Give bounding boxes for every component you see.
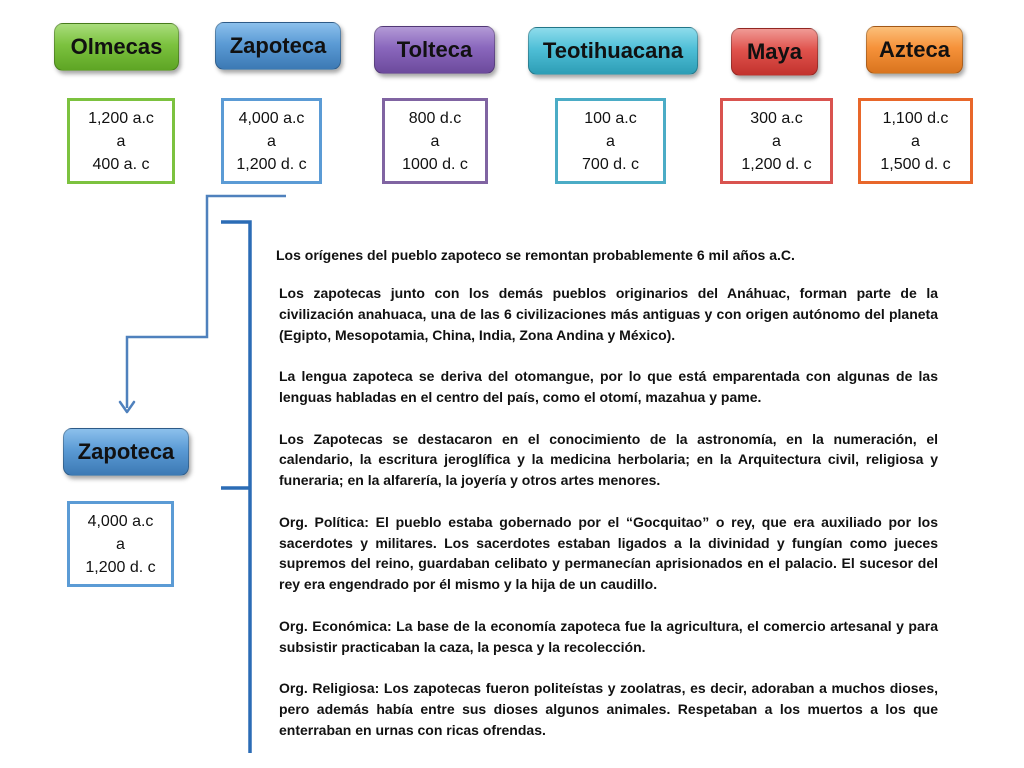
date-start: 300 a.c	[750, 109, 803, 127]
civ-button-zapoteca[interactable]: Zapoteca	[215, 22, 341, 70]
date-start: 1,200 a.c	[88, 109, 154, 127]
paragraph-language: La lengua zapoteca se deriva del otomangue, por lo que está emparentada con algunas de las lenguas habladas en el centro del país, como el otomí, mazahua y pame.	[279, 368, 938, 405]
date-box-azteca	[858, 98, 973, 184]
date-sep: a	[911, 132, 920, 150]
date-box-teotihuacana	[555, 98, 666, 184]
civ-button-olmecas[interactable]: Olmecas	[54, 23, 179, 71]
paragraph-politics: Org. Política: El pueblo estaba gobernado por el “Gocquitao” o rey, que era auxiliado por los sacerdotes y militares. Los sacerdotes estaban ligados a la divinidad y fungían como jueces supremos del reino, guardaban celibato y permanecían aprisionados en el palacio. El sucesor del rey era engendrado por él mismo y la hija de un caudillo.	[279, 513, 938, 593]
date-sep: a	[116, 535, 125, 553]
date-sep: a	[606, 132, 615, 150]
date-end: 1,200 d. c	[741, 155, 812, 173]
civ-button-azteca[interactable]: Azteca	[866, 26, 963, 74]
date-sep: a	[772, 132, 781, 150]
date-sep: a	[430, 132, 440, 150]
date-start: 4,000 a.c	[87, 512, 154, 530]
intro-text: Los orígenes del pueblo zapoteco se remontan probablemente 6 mil años a.C.	[276, 247, 795, 263]
date-end: 1,200 d. c	[236, 155, 307, 173]
date-start: 800 d.c	[408, 109, 462, 127]
detail-date-box	[67, 501, 174, 587]
civ-button-tolteca[interactable]: Tolteca	[374, 26, 495, 74]
date-end: 400 a. c	[92, 155, 150, 173]
text-block	[276, 245, 935, 280]
date-end: 700 d. c	[582, 155, 639, 173]
date-start: 4,000 a.c	[238, 109, 305, 127]
date-end: 1,500 d. c	[880, 155, 951, 173]
date-sep: a	[267, 132, 276, 150]
connector-arrow-line	[127, 196, 286, 408]
date-box-olmecas	[67, 98, 175, 184]
date-start: 100 a.c	[584, 109, 637, 127]
civ-button-maya[interactable]: Maya	[731, 28, 818, 76]
date-start: 1,100 d.c	[882, 109, 949, 127]
paragraph-knowledge: Los Zapotecas se destacaron en el conocimiento de la astronomía, en la numeración, el calendario, la escritura jeroglífica y la medicina herbolaria; en la Arquitectura civil, religiosa y funeraria; en la alfarería, la joyería y otros artes menores.	[279, 430, 938, 489]
date-end: 1000 d. c	[402, 155, 468, 173]
date-box-maya	[720, 98, 833, 184]
down-arrow-icon	[120, 402, 134, 412]
date-sep: a	[116, 132, 126, 150]
paragraphs-block	[279, 283, 938, 761]
bracket-line	[221, 222, 250, 753]
paragraph-economy: Org. Económica: La base de la economía zapoteca fue la agricultura, el comercio artesanal y para subsistir practicaban la caza, la pesca y la recolección.	[279, 617, 938, 655]
civ-button-teotihuacana[interactable]: Teotihuacana	[528, 27, 698, 75]
detail-title-zapoteca[interactable]: Zapoteca	[63, 428, 189, 476]
paragraph-religion: Org. Religiosa: Los zapotecas fueron politeístas y zoolatras, es decir, adoraban a muchos dioses, pero además había entre sus dioses algunos animales. Respetaban a los muertos a los que enterraban en urnas con ricas ofrendas.	[279, 680, 938, 738]
date-box-tolteca	[382, 98, 488, 184]
paragraph-origin: Los zapotecas junto con los demás pueblos originarios del Anáhuac, forman parte de la civilización anahuaca, una de las 6 civilizaciones más antiguas y con origen autónomo del planeta (Egipto, Mesopotamia, China, India, Zona Andina y México).	[279, 285, 938, 343]
date-end: 1,200 d. c	[85, 558, 156, 576]
date-box-zapoteca	[221, 98, 322, 184]
